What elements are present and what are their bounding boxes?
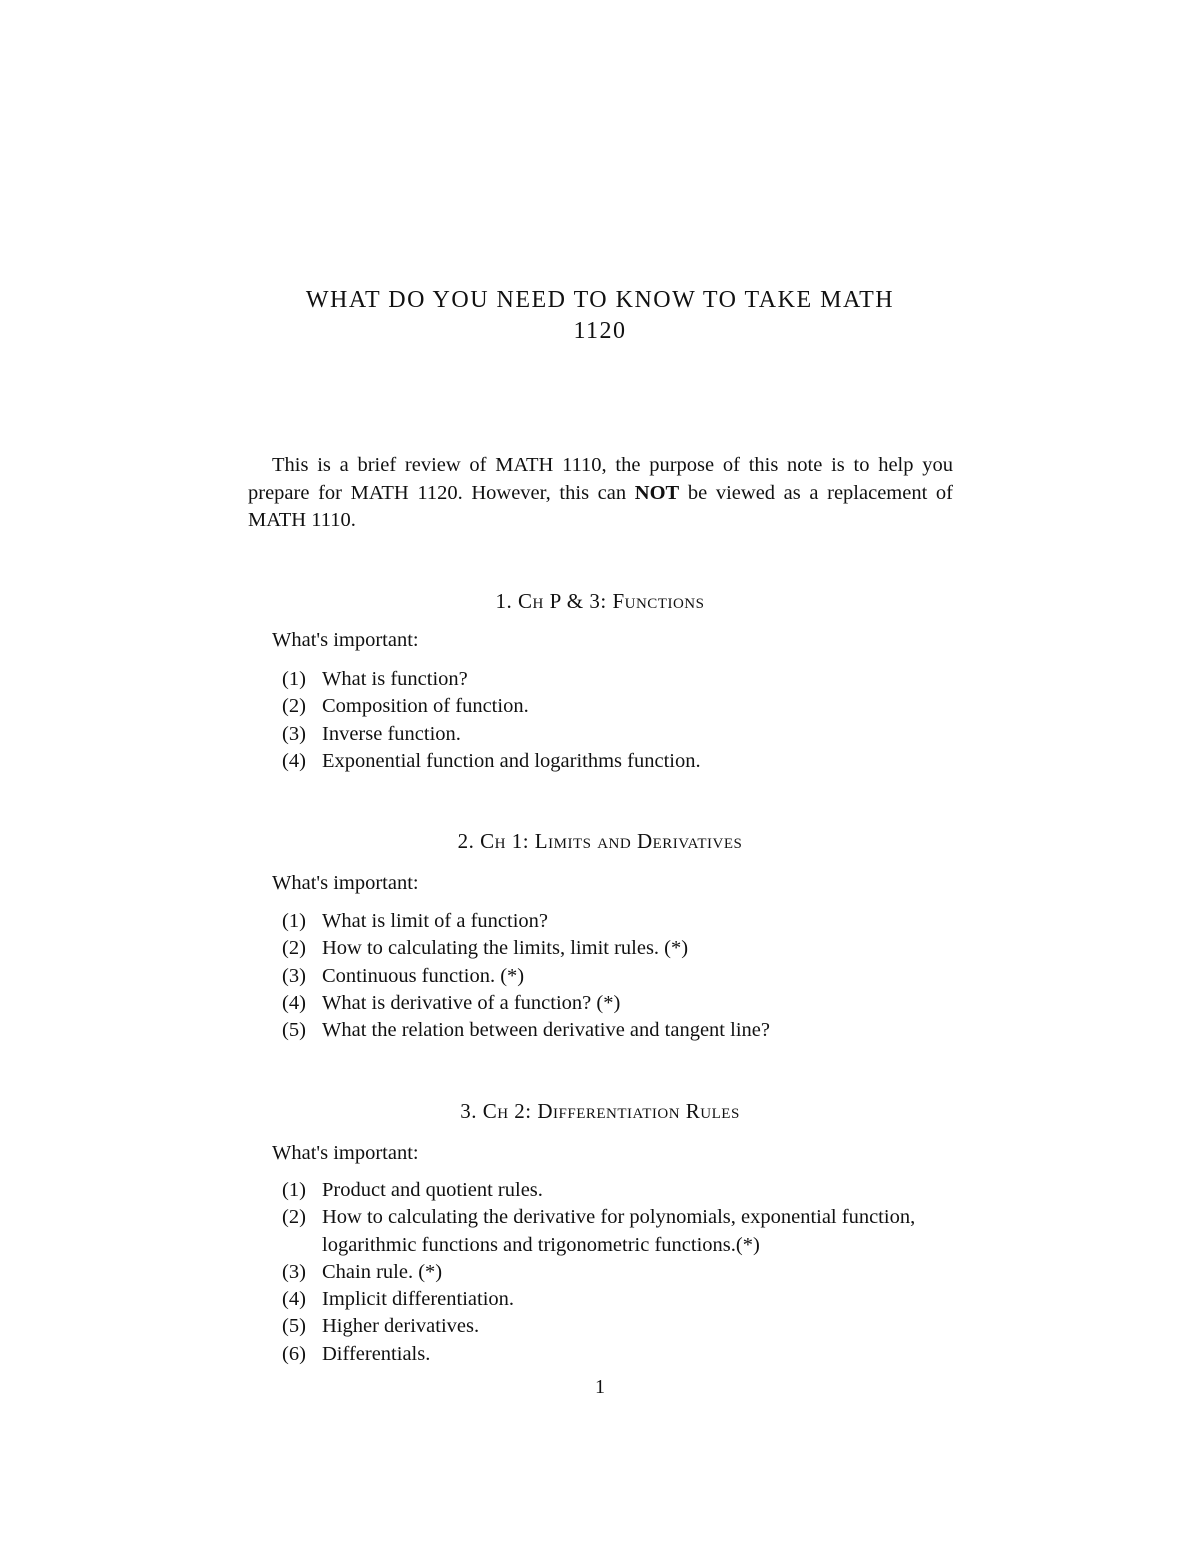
- list-item-number: (4): [282, 991, 306, 1014]
- list-item: [282, 1259, 954, 1286]
- intro-text-part-1: This is a brief review of MATH 1110, the purpose of this note is to help you prepare for MATH 1120. However, this can: [248, 454, 953, 504]
- document-title-line-2: 1120: [573, 318, 627, 344]
- list-item-text: Higher derivatives.: [322, 1315, 480, 1338]
- document-title-line-1: WHAT DO YOU NEED TO KNOW TO TAKE MATH: [305, 287, 895, 313]
- list-item: [282, 1313, 954, 1340]
- list-item-number: (3): [282, 722, 306, 745]
- list-item-text: What the relation between derivative and tangent line?: [322, 1019, 770, 1042]
- list-item: [282, 1017, 954, 1044]
- list-item: [282, 963, 954, 990]
- list-item-number: (2): [282, 695, 306, 718]
- list-item-number: (1): [282, 668, 306, 690]
- list-item-number: (2): [282, 937, 306, 960]
- list-item-number: (4): [282, 1288, 306, 1311]
- list-item-text: Differentials.: [322, 1342, 431, 1365]
- section-heading-limits-derivatives: 2. Ch 1: Limits and Derivatives: [457, 829, 743, 853]
- list-item: [282, 1177, 954, 1204]
- intro-text-part-2: be viewed as a replacement of MATH 1110.: [248, 481, 953, 531]
- list-item-text: Implicit differentiation.: [322, 1288, 515, 1311]
- page-number: 1: [595, 1376, 605, 1398]
- document-title: [0, 285, 1200, 347]
- list-item-number: (1): [282, 910, 306, 932]
- list-item-text: What is derivative of a function? (*): [322, 991, 621, 1014]
- intro-paragraph: [248, 452, 953, 535]
- section-1-list: [282, 666, 954, 775]
- list-item-number: (3): [282, 1260, 306, 1283]
- list-item-number: (2): [282, 1206, 306, 1229]
- important-label: What's important:: [272, 872, 419, 894]
- list-item-number: (5): [282, 1019, 306, 1042]
- list-item-text: Continuous function. (*): [322, 964, 525, 987]
- intro-bold-not: NOT: [634, 481, 680, 504]
- list-item: [282, 1341, 954, 1368]
- list-item: [282, 693, 954, 720]
- list-item-text: Inverse function.: [322, 722, 461, 745]
- list-item-text: How to calculating the limits, limit rules. (*): [322, 937, 689, 960]
- list-item: [282, 748, 954, 775]
- list-item: [282, 721, 954, 748]
- list-item-text: What is function?: [322, 668, 468, 690]
- list-item-number: (5): [282, 1315, 306, 1338]
- list-item-text: Chain rule. (*): [322, 1260, 443, 1283]
- list-item-text: What is limit of a function?: [322, 910, 549, 932]
- list-item-number: (6): [282, 1342, 306, 1365]
- list-item: [282, 666, 954, 693]
- list-item-text: How to calculating the derivative for polynomials, exponential function, logarithmic functions and trigonometric functions.(*): [322, 1206, 916, 1256]
- important-label: What's important:: [272, 629, 419, 651]
- list-item-text: Exponential function and logarithms function.: [322, 749, 701, 772]
- section-heading-functions: 1. Ch P & 3: Functions: [495, 589, 705, 613]
- list-item: [282, 990, 954, 1017]
- list-item: [282, 935, 954, 962]
- section-3-list: [282, 1177, 954, 1368]
- list-item-number: (3): [282, 964, 306, 987]
- list-item-text: Product and quotient rules.: [322, 1179, 543, 1201]
- list-item: [282, 908, 954, 935]
- section-2-list: [282, 908, 954, 1044]
- section-heading-differentiation-rules: 3. Ch 2: Differentiation Rules: [460, 1099, 740, 1123]
- list-item: [282, 1204, 954, 1259]
- important-label: What's important:: [272, 1142, 419, 1164]
- list-item-number: (1): [282, 1179, 306, 1201]
- list-item-number: (4): [282, 749, 306, 772]
- list-item-text: Composition of function.: [322, 695, 529, 718]
- list-item: [282, 1286, 954, 1313]
